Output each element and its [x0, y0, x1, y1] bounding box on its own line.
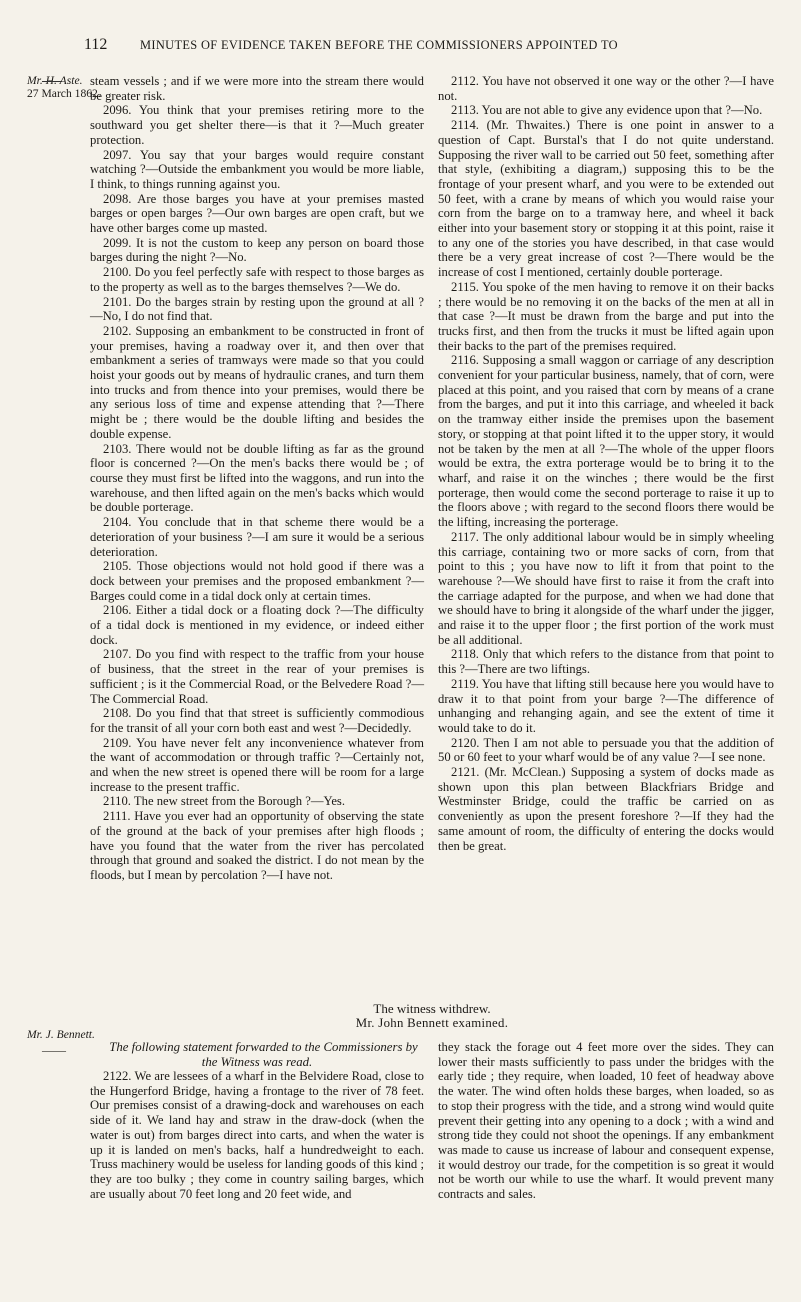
paragraph: 2103. There would not be double lifting as far as the ground floor is concerned ?—On the men's backs there would be ; of course they must first be lifted into the waggons, and run into the warehouse, and then lifted again on the men's backs which would be double porterage.: [90, 441, 424, 515]
statement-paragraph: 2122. We are lessees of a wharf in the Belvidere Road, close to the Hungerford Bridge, having a frontage to the river of 78 feet. Our premises consist of a drawing-dock and warehouses on each side of it. We land hay and straw in the draw-dock (when the water is out) from barges direct into carts, and when the water is up it is landed on men's backs, half a hundredweight to each. Truss machinery would be useless for landing goods of this kind ; they are too bulky ; they come in country sailing barges, which are usually about 70 feet long and 20 feet wide, and: [90, 1069, 424, 1201]
paragraph: 2100. Do you feel perfectly safe with respect to those barges as to the property as well as to the barges themselves ?—We do.: [90, 265, 424, 294]
running-title: MINUTES OF EVIDENCE TAKEN BEFORE THE COMMISSIONERS APPOINTED TO: [140, 38, 618, 52]
evidence-column-left: [90, 74, 424, 883]
paragraph: 2104. You conclude that in that scheme there would be a deterioration of your business ?—I am sure it would be a serious deterioration.: [90, 515, 424, 559]
paragraph: 2116. Supposing a small waggon or carriage of any description convenient for your particular business, namely, that of corn, were placed at this point, and you raised that corn by means of a crane from the barges, and put it into this carriage, and wheeled it back on the tramway either inside the premises upon the basement story, or stopping at that point lifted it to the upper story, it would not be taken by the men at all ?—The whole of the upper floors would be extra, the extra porterage would be to bring it to the wharf, and raise it on the winches ; there would be the first porterage, then would come the second porterage to raise it up to the floors above ; with regard to the second floors there would be the lifting, increasing the porterage.: [438, 353, 774, 530]
statement-column-right: [438, 1040, 774, 1202]
margin-witness-bennett: Mr. J. Bennett.: [27, 1028, 95, 1041]
page-number: 112: [84, 36, 108, 53]
paragraph: 2110. The new street from the Borough ?—Yes.: [103, 794, 346, 809]
margin-witness-aste: Mr. H. Aste.: [27, 74, 83, 87]
evidence-column-right: [438, 74, 774, 853]
paragraph: 2112. You have not observed it one way or the other ?—I have not.: [438, 74, 774, 103]
margin-rule: [42, 81, 62, 82]
paragraph: 2102. Supposing an embankment to be constructed in front of your premises, having a roadway over it, and then over that embankment a series of tramways were made so that you could hoist your goods out by means of hydraulic cranes, and turn them into trucks and from thence into your premises, would there be any serious loss of time and expense attending that ?—There might be ; there would be the double lifting and besides the double expense.: [90, 323, 424, 441]
paragraph: 2113. You are not able to give any evidence upon that ?—No.: [451, 103, 763, 118]
paragraph: 2111. Have you ever had an opportunity of observing the state of the ground at the back of your premises after high floods ; have you found that the water from the river has percolated through that ground and soaked the district. I do not mean by the floods, but I mean by percolation ?—I have not.: [90, 809, 424, 882]
paragraph: 2098. Are those barges you have at your premises masted barges or open barges ?—Our own barges are open craft, but we have other barges come up masted.: [90, 191, 424, 236]
paragraph: 2115. You spoke of the men having to remove it on their backs ; there would be no removing it on the backs of the men at all in that case ?—It must be drawn from the barge and put into the trucks first, and then from the trucks it must be lifted again upon their backs to the part of the premises required.: [438, 279, 774, 353]
paragraph: 2101. Do the barges strain by resting upon the ground at all ?—No, I do not find that.: [90, 294, 424, 324]
paragraph: 2121. (Mr. McClean.) Supposing a system of docks made as shown upon this plan between Blackfriars Bridge and Westminster Bridge, could the traffic be carried on as conveniently as upon the present foreshore ?—If they had the same amount of room, the difficulty of entering the docks would then be great.: [438, 765, 774, 853]
statement-paragraph: they stack the forage out 4 feet more over the sides. They can lower their masts sufficiently to pass under the bridges with the early tide ; they require, when loaded, 10 feet of headway above the water. The wind often holds these barges, when loaded, so as to stop their progress with the tide, and a strong wind would quite prevent their getting into any opening to a dock ; with a wind and strong tide they could not shoot the openings. If any embankment was made to cause us increase of labour and consequent expense, it would destroy our trade, for the competition is so great it would not be worth our while to use the wharf. It would prevent many contracts and sales.: [438, 1040, 774, 1202]
page-header: [0, 36, 801, 56]
paragraph: 2120. Then I am not able to persuade you that the addition of 50 or 60 feet to your wharf would be of any value ?—I see none.: [438, 735, 774, 765]
paragraph: 2108. Do you find that that street is sufficiently commodious for the transit of all your corn both east and west ?—Decidedly.: [90, 706, 424, 735]
paragraph: 2105. Those objections would not hold good if there was a dock between your premises and the proposed embankment ?—Barges could come in a tidal dock only at certain times.: [90, 559, 424, 603]
witness-withdrew: The witness withdrew.: [373, 1001, 491, 1016]
statement-heading: The following statement forwarded to the Commissioners by the Witness was read.: [109, 1040, 418, 1069]
paragraph: 2114. (Mr. Thwaites.) There is one point in answer to a question of Capt. Burstal's that I do not quite understand. Supposing the river wall to be carried out 50 feet, something after that style, (exhibiting a diagram,) supposing this to be the frontage of your present wharf, and you were to be extended out 50 feet, with a crane by means of which you would raise your corn from the barge on to a tramway here, and wheel it back either into your basement story or stopping it at this point, raise it to any one of the stories you have described, in that case would there be a very great increase of cost ?—There would be the increase of cost I mentioned, certainly double porterage.: [438, 118, 774, 280]
paragraph: 2096. You think that your premises retiring more to the southward you get shelter there—is that it ?—Much greater protection.: [90, 103, 424, 147]
paragraph: 2118. Only that which refers to the distance from that point to this ?—There are two liftings.: [438, 647, 774, 677]
paragraph: steam vessels ; and if we were more into the stream there would be greater risk.: [90, 74, 424, 103]
witness-examined-heading: Mr. John Bennett examined.: [355, 1016, 509, 1030]
paragraph: 2119. You have that lifting still because here you would have to draw it to that point from your barge ?—The difference of unhanging and rehanging again, and see the extent of time it would take to do it.: [438, 676, 774, 735]
margin-date: 27 March 1862.: [27, 87, 101, 100]
margin-dash: ——: [42, 1043, 66, 1057]
paragraph: 2117. The only additional labour would be in simply wheeling this carriage, containing two or more sacks of corn, from that point to this ; you have now to lift it from that point to the warehouse ?—We should have first to raise it from the craft into the carriage adapted for the purpose, and when we had done that we should have to bring it alongside of the wharf under the jigger, and raise it to the upper floor ; the first portion of the work must be all additional.: [438, 529, 774, 647]
paragraph: 2107. Do you find with respect to the traffic from your house of business, that the street in the rear of your premises is sufficient ; is it the Commercial Road, or the Belvedere Road ?—The Commercial Road.: [90, 647, 424, 706]
paragraph: 2097. You say that your barges would require constant watching ?—Outside the embankment you would be more liable, I think, to things running against you.: [90, 147, 424, 191]
paragraph: 2106. Either a tidal dock or a floating dock ?—The difficulty of a tidal dock is mentioned in my evidence, or indeed either dock.: [90, 603, 424, 647]
paragraph: 2109. You have never felt any inconvenience whatever from the want of accommodation or through traffic ?—Certainly not, and when the new street is opened there will be room for a large increase to the present traffic.: [90, 735, 424, 794]
statement-column-left: [90, 1040, 424, 1201]
paragraph: 2099. It is not the custom to keep any person on board those barges during the night ?—No.: [90, 235, 424, 265]
